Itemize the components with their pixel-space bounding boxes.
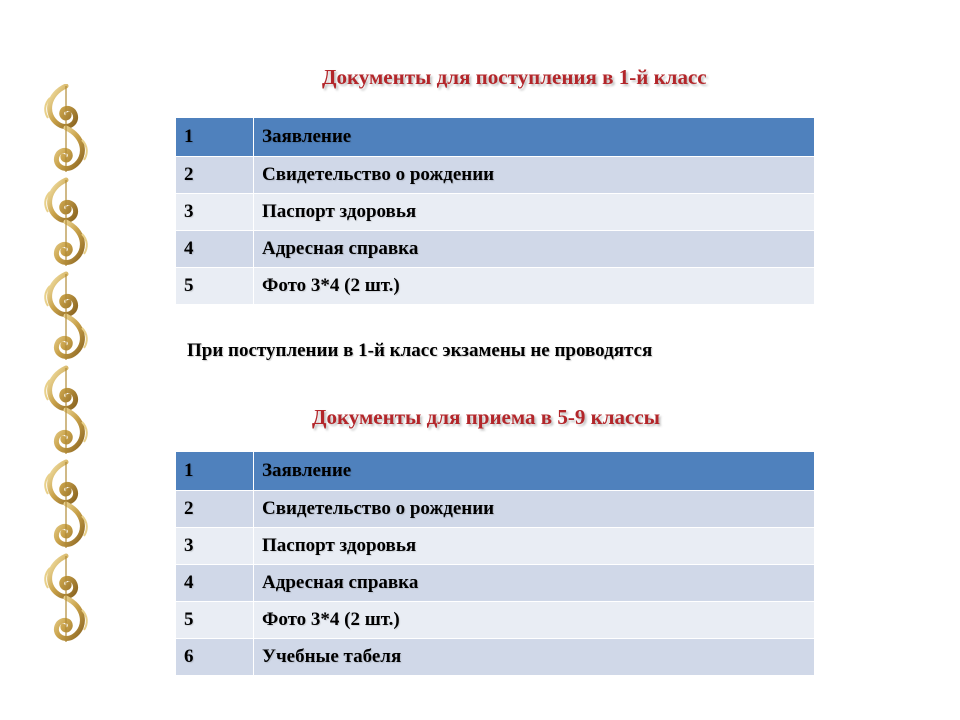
document-name: Учебные табеля [254,639,815,676]
table-row [176,452,815,491]
table-row [176,194,815,231]
row-number: 5 [176,602,254,639]
section2-title: Документы для приема в 5-9 классы [312,405,661,429]
table-row [176,268,815,305]
document-name: Паспорт здоровья [254,194,815,231]
row-number: 4 [176,565,254,602]
document-name: Паспорт здоровья [254,528,815,565]
row-number: 1 [176,118,254,157]
row-number: 2 [176,157,254,194]
table-row [176,639,815,676]
row-number: 3 [176,528,254,565]
table-row [176,157,815,194]
table-row [176,118,815,157]
exam-note: При поступлении в 1-й класс экзамены не проводятся [187,340,653,361]
table-row [176,491,815,528]
row-number: 4 [176,231,254,268]
gold-ornament-border [40,84,92,650]
document-name: Фото 3*4 (2 шт.) [254,602,815,639]
table-row [176,528,815,565]
document-name: Адресная справка [254,565,815,602]
admission-grade1-table [175,117,815,305]
row-number: 5 [176,268,254,305]
section1-title: Документы для поступления в 1-й класс [322,65,707,89]
document-name: Заявление [254,118,815,157]
document-name: Свидетельство о рождении [254,491,815,528]
admission-grades5-9-table [175,451,815,676]
table-row [176,231,815,268]
row-number: 2 [176,491,254,528]
row-number: 6 [176,639,254,676]
document-name: Фото 3*4 (2 шт.) [254,268,815,305]
table-row [176,602,815,639]
table-row [176,565,815,602]
document-name: Свидетельство о рождении [254,157,815,194]
row-number: 1 [176,452,254,491]
document-name: Заявление [254,452,815,491]
document-name: Адресная справка [254,231,815,268]
row-number: 3 [176,194,254,231]
